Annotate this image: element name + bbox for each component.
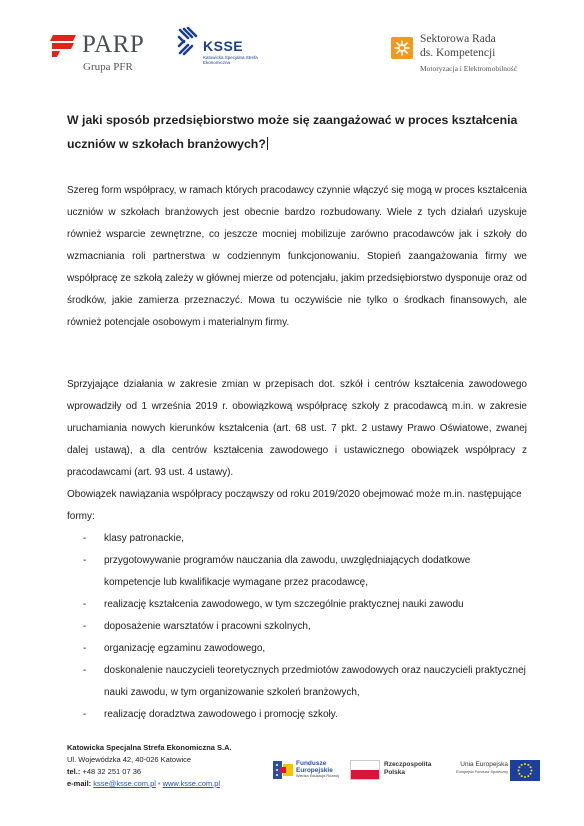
ksse-subtitle: Katowicka Specjalna Strefa Ekonomiczna	[203, 55, 258, 66]
document-heading	[67, 108, 527, 156]
rzeczpospolita-logo	[350, 759, 432, 783]
list-item-text: realizację kształcenia zawodowego, w tym szczególnie praktycznej nauki zawodu	[104, 599, 464, 610]
rada-line1: Sektorowa Rada	[420, 33, 496, 45]
rada-line2: ds. Kompetencji	[420, 47, 496, 59]
list-item-text: organizację egzaminu zawodowego,	[104, 643, 266, 654]
heading-text: W jaki sposób przedsiębiorstwo może się zaangażować w proces kształcenia uczniów w szkołach branżowych?	[67, 113, 518, 151]
list-item-text: doskonalenie nauczycieli teoretycznych przedmiotów zawodowych oraz nauczycieli praktycznej nauki zawodu, w tym organizowanie szkoleń branżowych,	[104, 665, 526, 698]
list-item	[67, 660, 527, 704]
unia-europejska-logo	[450, 759, 540, 785]
eu-flag-icon	[510, 760, 540, 781]
footer-email-link[interactable]: ksse@ksse.com.pl	[93, 779, 156, 788]
list-dash: -	[83, 533, 87, 544]
fundusze-line1: Fundusze	[296, 760, 327, 767]
footer-company: Katowicka Specjalna Strefa Ekonomiczna S.A.	[67, 743, 232, 752]
list-item	[67, 616, 527, 638]
list-dash: -	[83, 599, 87, 610]
rp-line1: Rzeczpospolita	[384, 761, 432, 768]
list-dash: -	[83, 555, 87, 566]
list-item	[67, 704, 527, 726]
ksse-logo	[176, 27, 266, 79]
cooperation-forms-list	[67, 528, 527, 726]
footer-tel: +48 32 251 07 36	[82, 767, 142, 776]
ue-fund: Europejski Fundusz Społeczny	[456, 770, 508, 774]
list-dash: -	[83, 665, 87, 676]
paragraph-3: Obowiązek nawiązania współpracy począwszy od roku 2019/2020 obejmować może m.in. następujące formy:	[67, 489, 522, 522]
rp-line2: Polska	[384, 769, 405, 776]
fundusze-title	[296, 760, 333, 774]
polish-flag-icon	[350, 760, 380, 780]
footer-phone-row	[67, 766, 232, 778]
list-dash: -	[83, 643, 87, 654]
list-item-text: klasy patronackie,	[104, 533, 185, 544]
ksse-name: KSSE	[203, 38, 244, 54]
rzeczpospolita-text	[384, 761, 431, 777]
list-dash: -	[83, 621, 87, 632]
parp-name: PARP	[82, 31, 145, 58]
sektorowa-rada-icon	[391, 37, 413, 59]
list-item	[67, 594, 527, 616]
rada-line3: Motoryzacja i Elektromobilność	[420, 64, 518, 73]
fundusze-line2: Europejskie	[296, 767, 333, 774]
list-item-text: doposażenie warsztatów i pracowni szkolnych,	[104, 621, 311, 632]
parp-subtitle: Grupa PFR	[83, 61, 133, 73]
list-item	[67, 550, 527, 594]
footer-address: Ul. Wojewódzka 42, 40-026 Katowice	[67, 755, 192, 764]
footer-separator: •	[157, 779, 161, 788]
list-item-text: przygotowywanie programów nauczania dla zawodu, uwzględniających dodatkowe kompetencje lub kwalifikacje wymagane przez pracodawcę,	[104, 555, 471, 588]
list-dash: -	[83, 709, 87, 720]
footer-contact	[67, 742, 232, 790]
footer-email-label: e-mail:	[67, 779, 92, 788]
paragraph-2: Sprzyjające działania w zakresie zmian w przepisach dot. szkół i centrów kształcenia zawodowego wprowadziły od 1 września 2019 r. obowiązkową współpracę szkoły z pracodawcą m.in. w zakresie uruchamiania nowych kierunków kształcenia (art. 68 ust. 7 pkt. 2 ustawy Prawo Oświatowe, zwanej dalej ustawą), a dla centrów kształcenia zawodowego i ustawicznego obowiązek współpracy z pracodawcami (art. 93 ust. 4 ustawy).	[67, 379, 527, 478]
parp-logo	[50, 33, 170, 78]
list-item	[67, 638, 527, 660]
sektorowa-rada-logo	[391, 33, 551, 78]
fundusze-stars-icon	[272, 759, 294, 781]
ue-title: Unia Europejska	[460, 761, 508, 768]
footer-website-link[interactable]: www.ksse.com.pl	[162, 779, 221, 788]
ksse-stripes-icon	[176, 27, 206, 57]
paragraph-1: Szereg form współpracy, w ramach których pracodawcy czynnie włączyć się mogą w proces kształcenia uczniów w szkołach branżowych jest obecnie bardzo rozbudowany. Wiele z tych działań uzyskuje również wsparcie zewnętrzne, co jeszcze mocniej mobilizuje zarówno pracodawców jak i szkoły do wzmacniania roli partnerstwa w codziennym funkcjonowaniu. Stopień zaangażowania firmy we współpracę ze szkołą zależy w głównej mierze od potencjału, jakim przedsiębiorstwo dysponuje oraz od środków, jakie zamierza przeznaczyć. Mowa tu oczywiście nie tylko o środkach finansowych, ale również potencjale osobowym i materialnym firmy.	[67, 185, 527, 328]
parp-flag-icon	[50, 35, 76, 57]
footer-tel-label: tel.:	[67, 767, 81, 776]
list-item	[67, 528, 527, 550]
list-item-text: realizację doradztwa zawodowego i promocję szkoły.	[104, 709, 338, 720]
fundusze-program: Wiedza Edukacja Rozwój	[296, 774, 339, 778]
footer-email-row	[67, 778, 232, 790]
text-cursor	[267, 137, 268, 150]
fundusze-europejskie-logo	[272, 759, 342, 785]
